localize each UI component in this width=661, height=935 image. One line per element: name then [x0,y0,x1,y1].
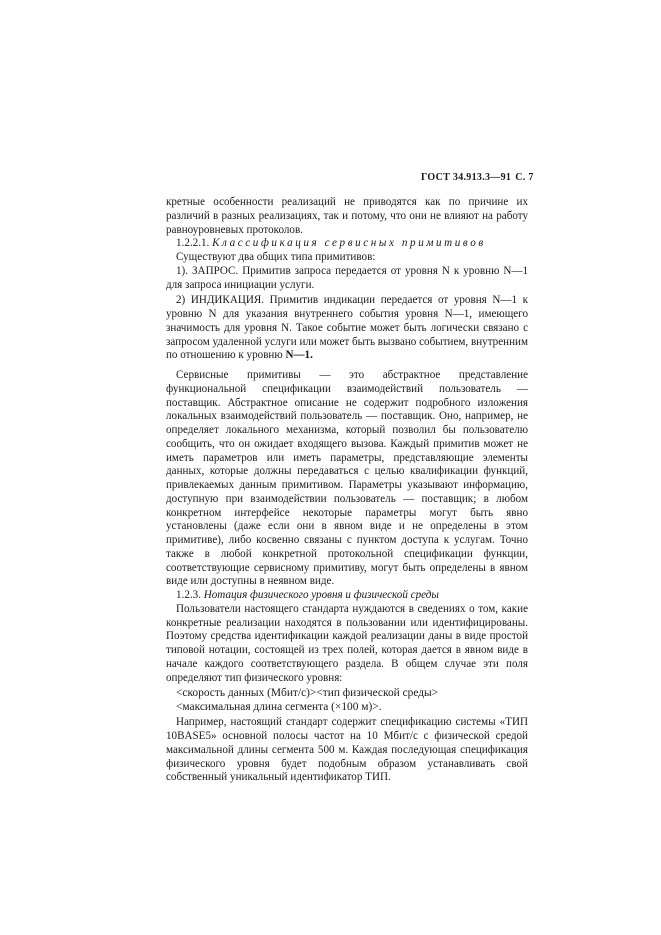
section-number: 1.2.3. [176,589,201,601]
paragraph-request [166,265,528,293]
paragraph-example: Например, настоящий стандарт содержит спецификацию системы «ТИП 10BASE5» основной полосы частот на 10 Мбит/с с физической средой максимальной длины сегмента 500 м. Каждая последующая спецификация физического уровня будет подобным образом устанавливать свой собственный уникальный идентификатор ТИП. [166,716,528,784]
request-lead: 1). ЗАПРОС. [176,264,239,277]
notation-formula [166,687,528,714]
indication-text: Примитив индикации передается от уровня N—1 к уровню N для указания внутреннего события уровня N—1, имеющего значимость для уровня N. Такое событие может быть логически связано с запросом удаленной услуги или может быть вызвано событием, внутренним по отношению к уровню [166,294,528,362]
section-number: 1.2.2.1. [176,237,210,250]
paragraph-primitive-types: Существуют два общих типа примитивов: [176,251,376,263]
request-text: Примитив запроса передается от уровня N к уровню N—1 для запроса инициации услуги. [166,264,529,291]
section-heading-1-2-2-1 [166,237,528,251]
paragraph-notation: Пользователи настоящего стандарта нуждаются в сведениях о том, какие конкретные реализации находятся в пользовании или идентифицированы. Поэтому средства идентификации каждой реализации даны в виде простой типовой нотации, состоящей из трех полей, которая дается в явном виде в начале каждого соответствующего раздела. В общем случае эти поля определяют тип физического уровня: [166,602,528,684]
paragraph-indication [166,294,528,363]
page-number: С. 7 [515,172,534,183]
page-header [421,172,534,183]
formula-line-2: <максимальная длина сегмента (×100 м)>. [176,700,382,713]
paragraph-continuation: кретные особенности реализаций не приводятся как по причине их различий в разных реализациях, так и потому, что они не влияют на работу равноуровневых протоколов. [166,196,528,236]
section-heading-1-2-3 [166,589,528,603]
indication-lead: 2) ИНДИКАЦИЯ. [176,294,265,307]
paragraph-service-primitives: Сервисные примитивы — это абстрактное представление функциональной спецификации взаимодействий пользователь — поставщик. Абстрактное описание не содержит подробного изложения локальных взаимодействий пользователь — поставщик. Оно, например, не определяет локального механизма, который позволил бы пользователю сообщить, что он ожидает входящего вызова. Каждый примитив может не иметь параметров или иметь параметры, представляющие элементы данных, которые должны передаваться с целью квалификации функций, привлекаемых данным примитивом. Параметры указывают информацию, доступную при взаимодействии пользователь — поставщик; в любом конкретном интерфейсе некоторые параметры могут быть явно установлены (даже если они в явном виде и не определены в этом примитиве), либо косвенно связаны с пунктом доступа к услугам. Точно также в любой конкретной протокольной спецификации функции, соответствующие сервисному примитиву, могут быть определены в явном виде или доступны в неявном виде. [166,369,528,588]
formula-line-1: <скорость данных (Мбит/с)><тип физической среды> [176,687,439,700]
section-title: Классификация сервисных примитивов [212,237,486,250]
section-title: Нотация физического уровня и физической среды [203,589,439,601]
document-body [166,196,528,785]
standard-designation: ГОСТ 34.913.3—91 [421,172,512,183]
indication-end: N—1. [285,349,313,362]
